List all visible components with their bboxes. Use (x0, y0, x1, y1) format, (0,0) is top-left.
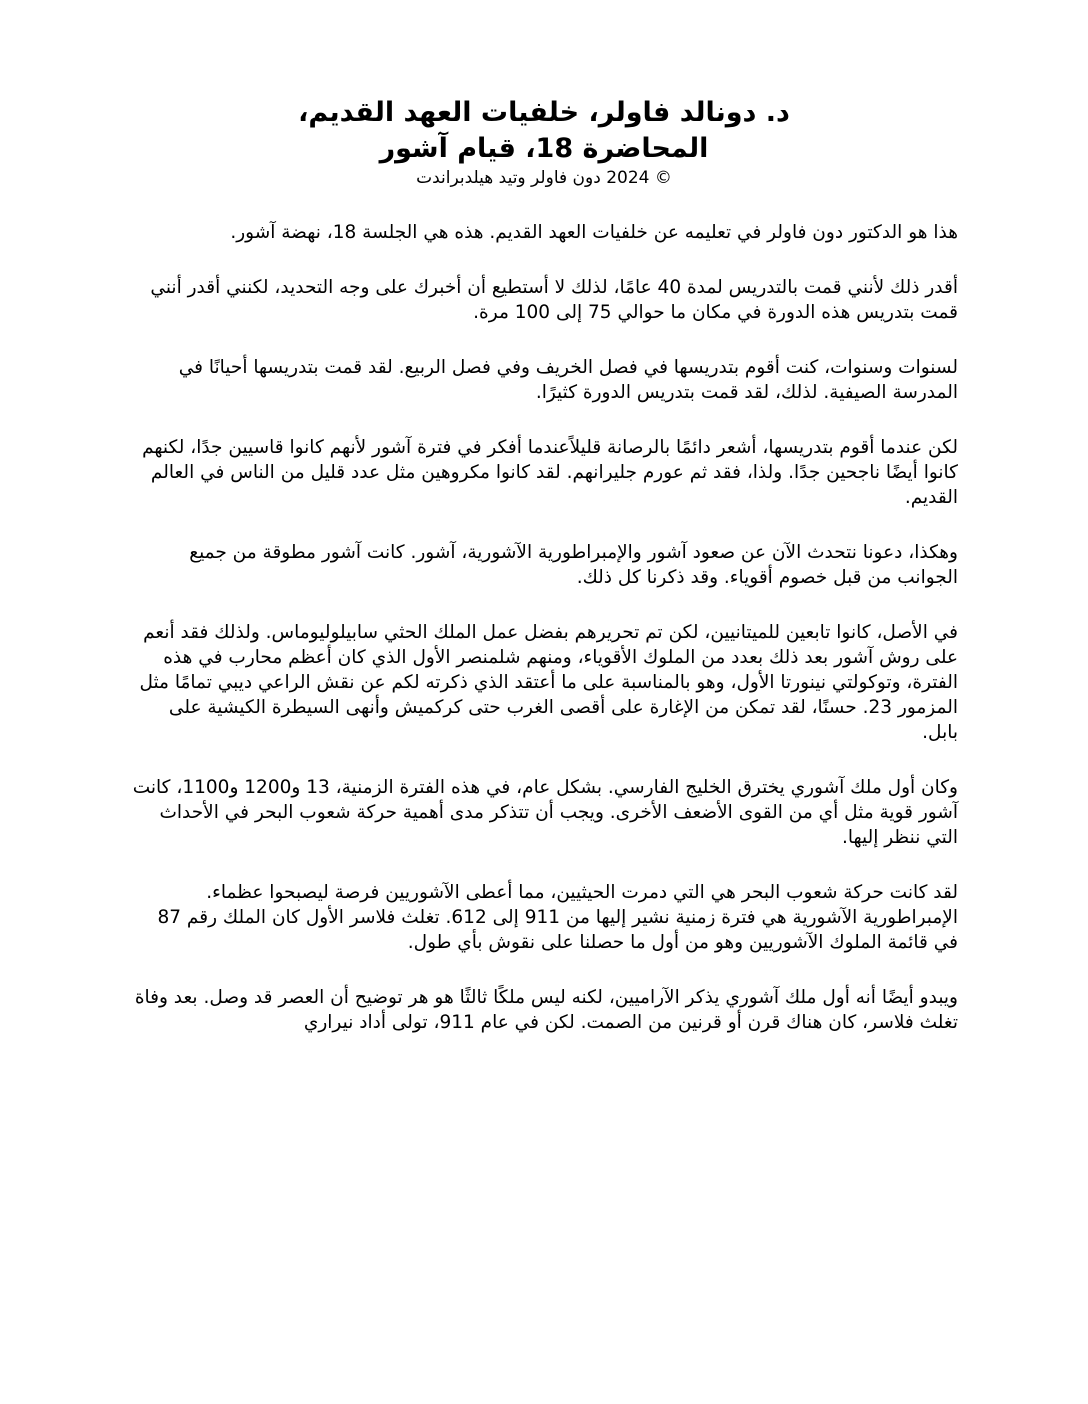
title-line-1: د. دونالد فاولر، خلفيات العهد القديم، (298, 97, 790, 128)
paragraph: أقدر ذلك لأنني قمت بالتدريس لمدة 40 عامًا، لذلك لا أستطيع أن أخبرك على وجه التحديد، لكنني أقدر أنني قمت بتدريس هذه الدورة في مكان ما حوالي 75 إلى 100 مرة. (150, 277, 958, 323)
paragraph: لقد كانت حركة شعوب البحر هي التي دمرت الحيثيين، مما أعطى الآشوريين فرصة ليصبحوا عظماء. الإمبراطورية الآشورية هي فترة زمنية نشير إليها من 911 إلى 612. تغلث فلاسر الأول كان الملك رقم 87 في قائمة الملوك الآشوريين وهو من أول ما حصلنا على نقوش بأي طول. (157, 882, 958, 953)
document-body (130, 220, 958, 1065)
paragraph: وهكذا، دعونا نتحدث الآن عن صعود آشور والإمبراطورية الآشورية، آشور. كانت آشور مطوقة من جميع الجوانب من قبل خصوم أقوياء. وقد ذكرنا كل ذلك. (189, 542, 958, 588)
document-header (130, 95, 958, 189)
paragraph: وكان أول ملك آشوري يخترق الخليج الفارسي. بشكل عام، في هذه الفترة الزمنية، 13 و1200 و1100، كانت آشور قوية مثل أي من القوى الأضعف الأخرى. ويجب أن تتذكر مدى أهمية حركة شعوب البحر في الأحداث التي ننظر إليها. (132, 777, 958, 848)
paragraph: هذا هو الدكتور دون فاولر في تعليمه عن خلفيات العهد القديم. هذه هي الجلسة 18، نهضة آشور. (230, 222, 958, 243)
paragraph: ويبدو أيضًا أنه أول ملك آشوري يذكر الآراميين، لكنه ليس ملكًا ثالثًا هو هر توضيح أن العصر قد وصل. بعد وفاة تغلث فلاسر، كان هناك قرن أو قرنين من الصمت. لكن في عام 911، تولى أداد نيراري (134, 987, 958, 1033)
copyright-line: © 2024 دون فاولر وتيد هيلدبراندت (416, 168, 672, 188)
paragraph: لكن عندما أقوم بتدريسها، أشعر دائمًا بالرصانة قليلاًعندما أفكر في فترة آشور لأنهم كانوا قاسيين جدًا، لكنهم كانوا أيضًا ناجحين جدًا. ولذا، فقد ثم عورم جليرانهم. لقد كانوا مكروهين مثل عدد قليل من الناس في العالم القديم. (142, 437, 958, 508)
paragraph: لسنوات وسنوات، كنت أقوم بتدريسها في فصل الخريف وفي فصل الربيع. لقد قمت بتدريسها أحيانًا في المدرسة الصيفية. لذلك، لقد قمت بتدريس الدورة كثيرًا. (178, 357, 958, 403)
paragraph: في الأصل، كانوا تابعين للميتانيين، لكن تم تحريرهم بفضل عمل الملك الحثي سابيلوليوماس. ولذلك فقد أنعم على روش آشور بعد ذلك بعدد من الملوك الأقوياء، ومنهم شلمنصر الأول الذي كان أعظم محارب في هذه الفترة، وتوكولتي نينورتا الأول، وهو بالمناسبة على ما أعتقد الذي ذكرته لكم عن نقش الراعي ديبي تمامًا مثل المزمور 23. حسنًا، لقد تمكن من الإغارة على أقصى الغرب حتى كركميش وأنهى السيطرة الكيشية على بابل. (139, 622, 958, 743)
title-line-2: المحاضرة 18، قيام آشور (379, 133, 709, 164)
